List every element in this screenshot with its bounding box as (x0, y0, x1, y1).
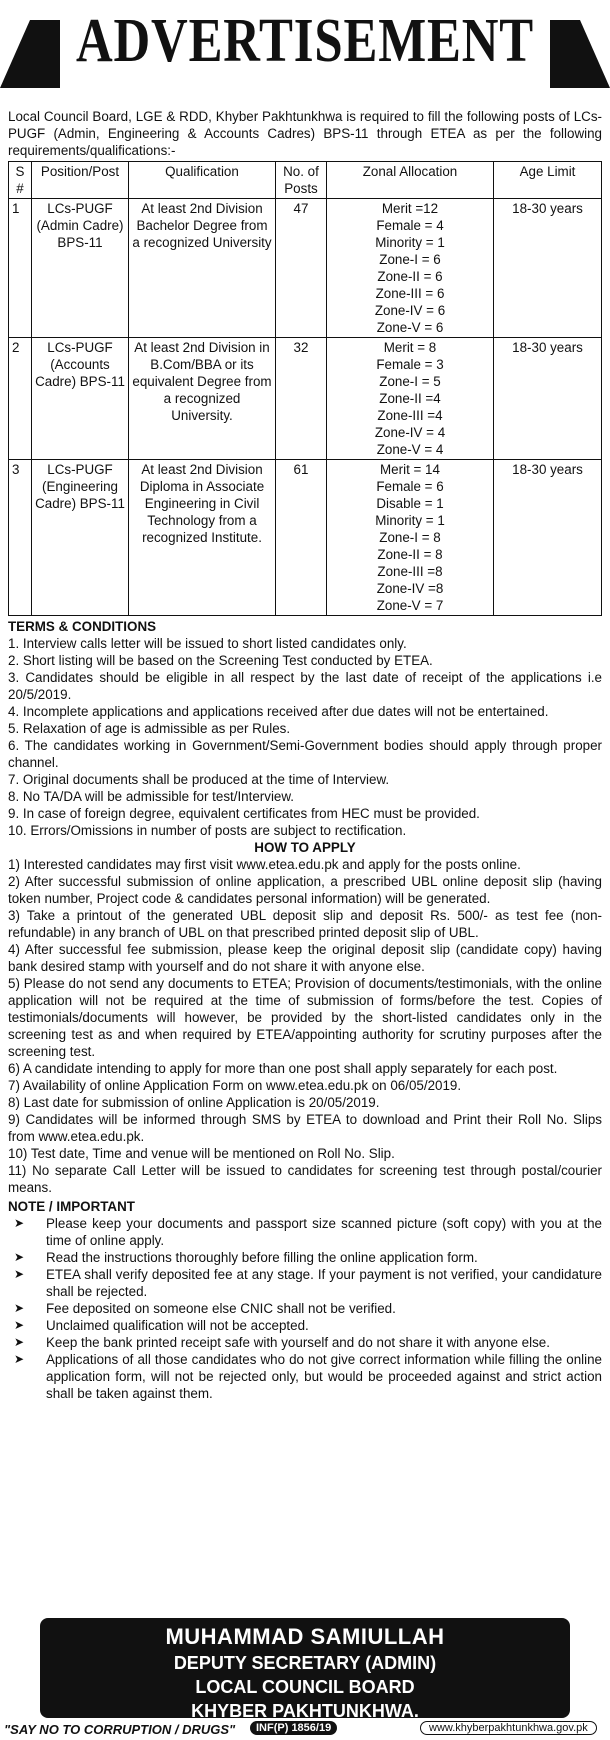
arrow-bullet-icon: ➤ (14, 1352, 25, 1366)
note-text: Fee deposited on someone else CNIC shall not be verified. (46, 1301, 396, 1316)
row-age: 18-30 years (494, 338, 602, 460)
content (8, 108, 602, 1402)
term-item: 4. Incomplete applications and applications received after due dates will not be entertained. (8, 704, 549, 719)
zone-line: Female = 6 (376, 479, 444, 494)
intro-text: Local Council Board, LGE & RDD, Khyber Pakhtunkhwa is required to fill the following posts of LCs-PUGF (Admin, Engineering & Accounts Cadres) BPS-11 through ETEA as per the following requirements/qualifications:- (8, 109, 602, 158)
zone-line: Zone-III =8 (377, 564, 443, 579)
zone-line: Merit =12 (381, 201, 439, 216)
col-sn: S # (9, 162, 32, 199)
col-age: Age Limit (494, 162, 602, 199)
row-sn: 1 (9, 199, 32, 338)
signatory-name: MUHAMMAD SAMIULLAH (165, 1624, 445, 1649)
zone-line: Zone-II = 8 (377, 547, 443, 562)
notes-heading: NOTE / IMPORTANT (8, 1199, 135, 1214)
term-item: 9. In case of foreign degree, equivalent certificates from HEC must be provided. (8, 806, 480, 821)
zone-line: Merit = 8 (383, 340, 437, 355)
apply-list (8, 856, 602, 1196)
terms-list (8, 635, 602, 839)
term-item: 2. Short listing will be based on the Screening Test conducted by ETEA. (8, 653, 433, 668)
apply-step: 2) After successful submission of online application, a prescribed UBL online deposit slip (having token number, Project code & candidates personal information) will be generated. (8, 874, 602, 906)
row-qualification: At least 2nd Division Diploma in Associate Engineering in Civil Technology from a recognized Institute. (129, 460, 276, 616)
note-text: Read the instructions thoroughly before filling the online application form. (46, 1250, 478, 1265)
term-item: 10. Errors/Omissions in number of posts are subject to rectification. (8, 823, 407, 838)
bottom-bar (0, 1720, 610, 1740)
zone-line: Zone-I = 6 (379, 252, 441, 267)
apply-step: 10) Test date, Time and venue will be mentioned on Roll No. Slip. (8, 1146, 395, 1161)
slogan: "SAY NO TO CORRUPTION / DRUGS" (4, 1722, 236, 1737)
header-banner (0, 0, 610, 108)
row-age: 18-30 years (494, 460, 602, 616)
table-row (9, 338, 602, 460)
note-item (8, 1249, 602, 1266)
arrow-bullet-icon: ➤ (14, 1318, 25, 1332)
zone-line: Zone-I = 8 (379, 530, 441, 545)
row-position: LCs-PUGF (Admin Cadre) BPS-11 (32, 199, 129, 338)
zone-line: Zone-V = 4 (376, 442, 444, 457)
zone-line: Zone-III = 6 (375, 286, 445, 301)
apply-step: 1) Interested candidates may first visit www.etea.edu.pk and apply for the posts online. (8, 857, 521, 872)
arrow-bullet-icon: ➤ (14, 1335, 25, 1349)
term-item: 6. The candidates working in Government/Semi-Government bodies should apply through proper channel. (8, 738, 602, 770)
term-item: 1. Interview calls letter will be issued to short listed candidates only. (8, 636, 407, 651)
arrow-bullet-icon: ➤ (14, 1216, 25, 1230)
apply-step: 8) Last date for submission of online Application is 20/05/2019. (8, 1095, 380, 1110)
terms-heading: TERMS & CONDITIONS (8, 619, 157, 634)
apply-step: 6) A candidate intending to apply for more than one post shall apply separately for each post. (8, 1061, 558, 1076)
arrow-bullet-icon: ➤ (14, 1301, 25, 1315)
row-qualification: At least 2nd Division in B.Com/BBA or its equivalent Degree from a recognized University. (129, 338, 276, 460)
arrow-bullet-icon: ➤ (14, 1250, 25, 1264)
term-item: 7. Original documents shall be produced at the time of Interview. (8, 772, 390, 787)
row-zones (327, 199, 494, 338)
arrow-bullet-icon: ➤ (14, 1267, 25, 1281)
note-item (8, 1266, 602, 1300)
term-item: 5. Relaxation of age is admissible as per Rules. (8, 721, 291, 736)
zone-line: Zone-IV =8 (376, 581, 444, 596)
zone-line: Female = 4 (376, 218, 444, 233)
zone-line: Zone-I = 5 (379, 374, 441, 389)
table-row (9, 199, 602, 338)
row-qualification: At least 2nd Division Bachelor Degree from a recognized University (129, 199, 276, 338)
apply-step: 4) After successful fee submission, please keep the original deposit slip (candidate copy) having bank desired stamp with yourself and do not share it with anyone else. (8, 942, 602, 974)
term-item: 3. Candidates should be eligible in all respect by the last date of receipt of the applications i.e 20/5/2019. (8, 670, 602, 702)
row-position: LCs-PUGF (Accounts Cadre) BPS-11 (32, 338, 129, 460)
row-position: LCs-PUGF (Engineering Cadre) BPS-11 (32, 460, 129, 616)
row-sn: 2 (9, 338, 32, 460)
zone-line: Zone-IV = 6 (374, 303, 446, 318)
row-posts: 32 (276, 338, 327, 460)
signatory-province: KHYBER PAKHTUNKHWA. (191, 1701, 419, 1721)
zone-line: Zone-III =4 (377, 408, 443, 423)
zone-line: Disable = 1 (376, 496, 444, 511)
note-text: ETEA shall verify deposited fee at any stage. If your payment is not verified, your candidature shall be rejected. (46, 1267, 602, 1299)
advertisement-title: ADVERTISEMENT (75, 7, 535, 75)
note-text: Applications of all those candidates who do not give correct information while filling the online application form, will not be rejected only, but would be proceeded against and strict action shall be taken against them. (46, 1352, 602, 1401)
row-posts: 61 (276, 460, 327, 616)
zone-line: Zone-V = 6 (376, 320, 444, 335)
zone-line: Zone-V = 7 (376, 598, 444, 613)
signatory-office: LOCAL COUNCIL BOARD (195, 1677, 415, 1697)
zone-line: Minority = 1 (375, 513, 445, 528)
zone-line: Zone-IV = 4 (374, 425, 446, 440)
apply-step: 9) Candidates will be informed through SMS by ETEA to download and Print their Roll No. Slips from www.etea.edu.pk. (8, 1112, 602, 1144)
table-row (9, 460, 602, 616)
row-sn: 3 (9, 460, 32, 616)
zone-line: Zone-II =4 (379, 391, 441, 406)
zone-line: Merit = 14 (380, 462, 440, 477)
col-qualification: Qualification (129, 162, 276, 199)
col-position: Position/Post (32, 162, 129, 199)
zone-line: Minority = 1 (375, 235, 445, 250)
note-text: Unclaimed qualification will not be accepted. (46, 1318, 309, 1333)
row-zones (327, 338, 494, 460)
note-item (8, 1351, 602, 1402)
row-age: 18-30 years (494, 199, 602, 338)
zone-line: Zone-II = 6 (377, 269, 443, 284)
col-zonal: Zonal Allocation (327, 162, 494, 199)
zone-line: Female = 3 (376, 357, 444, 372)
term-item: 8. No TA/DA will be admissible for test/Interview. (8, 789, 295, 804)
apply-step: 3) Take a printout of the generated UBL deposit slip and deposit Rs. 500/- as test fee (non-refundable) in any branch of UBL on that prescribed printed deposit slip of UBL. (8, 908, 602, 940)
apply-step: 11) No separate Call Letter will be issued to candidates for screening test through postal/courier means. (8, 1163, 602, 1195)
note-item (8, 1300, 602, 1317)
row-posts: 47 (276, 199, 327, 338)
notes-list (8, 1215, 602, 1402)
table-header-row (9, 162, 602, 199)
signature-block (40, 1618, 570, 1721)
inf-badge: INF(P) 1856/19 (250, 1721, 337, 1735)
apply-heading: HOW TO APPLY (254, 840, 356, 855)
apply-step: 5) Please do not send any documents to ETEA; Provision of documents/testimonials, with the online application will not be required at the time of submission of forms/before the test. Copies of testimonials/documents will however, be provided by the short-listed candidates only in the screening test as and when required by ETEA/appointing authority for scrutiny purposes after the screening test. (8, 976, 602, 1059)
note-item (8, 1317, 602, 1334)
posts-table (8, 161, 602, 616)
website-link[interactable]: www.khyberpakhtunkhwa.gov.pk (420, 1721, 597, 1735)
note-text: Keep the bank printed receipt safe with yourself and do not share it with anyone else. (46, 1335, 550, 1350)
apply-step: 7) Availability of online Application Form on www.etea.edu.pk on 06/05/2019. (8, 1078, 462, 1093)
signatory-designation: DEPUTY SECRETARY (ADMIN) (173, 1653, 437, 1673)
note-item (8, 1215, 602, 1249)
col-posts: No. of Posts (276, 162, 327, 199)
note-text: Please keep your documents and passport size scanned picture (soft copy) with you at the time of online apply. (46, 1216, 602, 1248)
row-zones (327, 460, 494, 616)
note-item (8, 1334, 602, 1351)
